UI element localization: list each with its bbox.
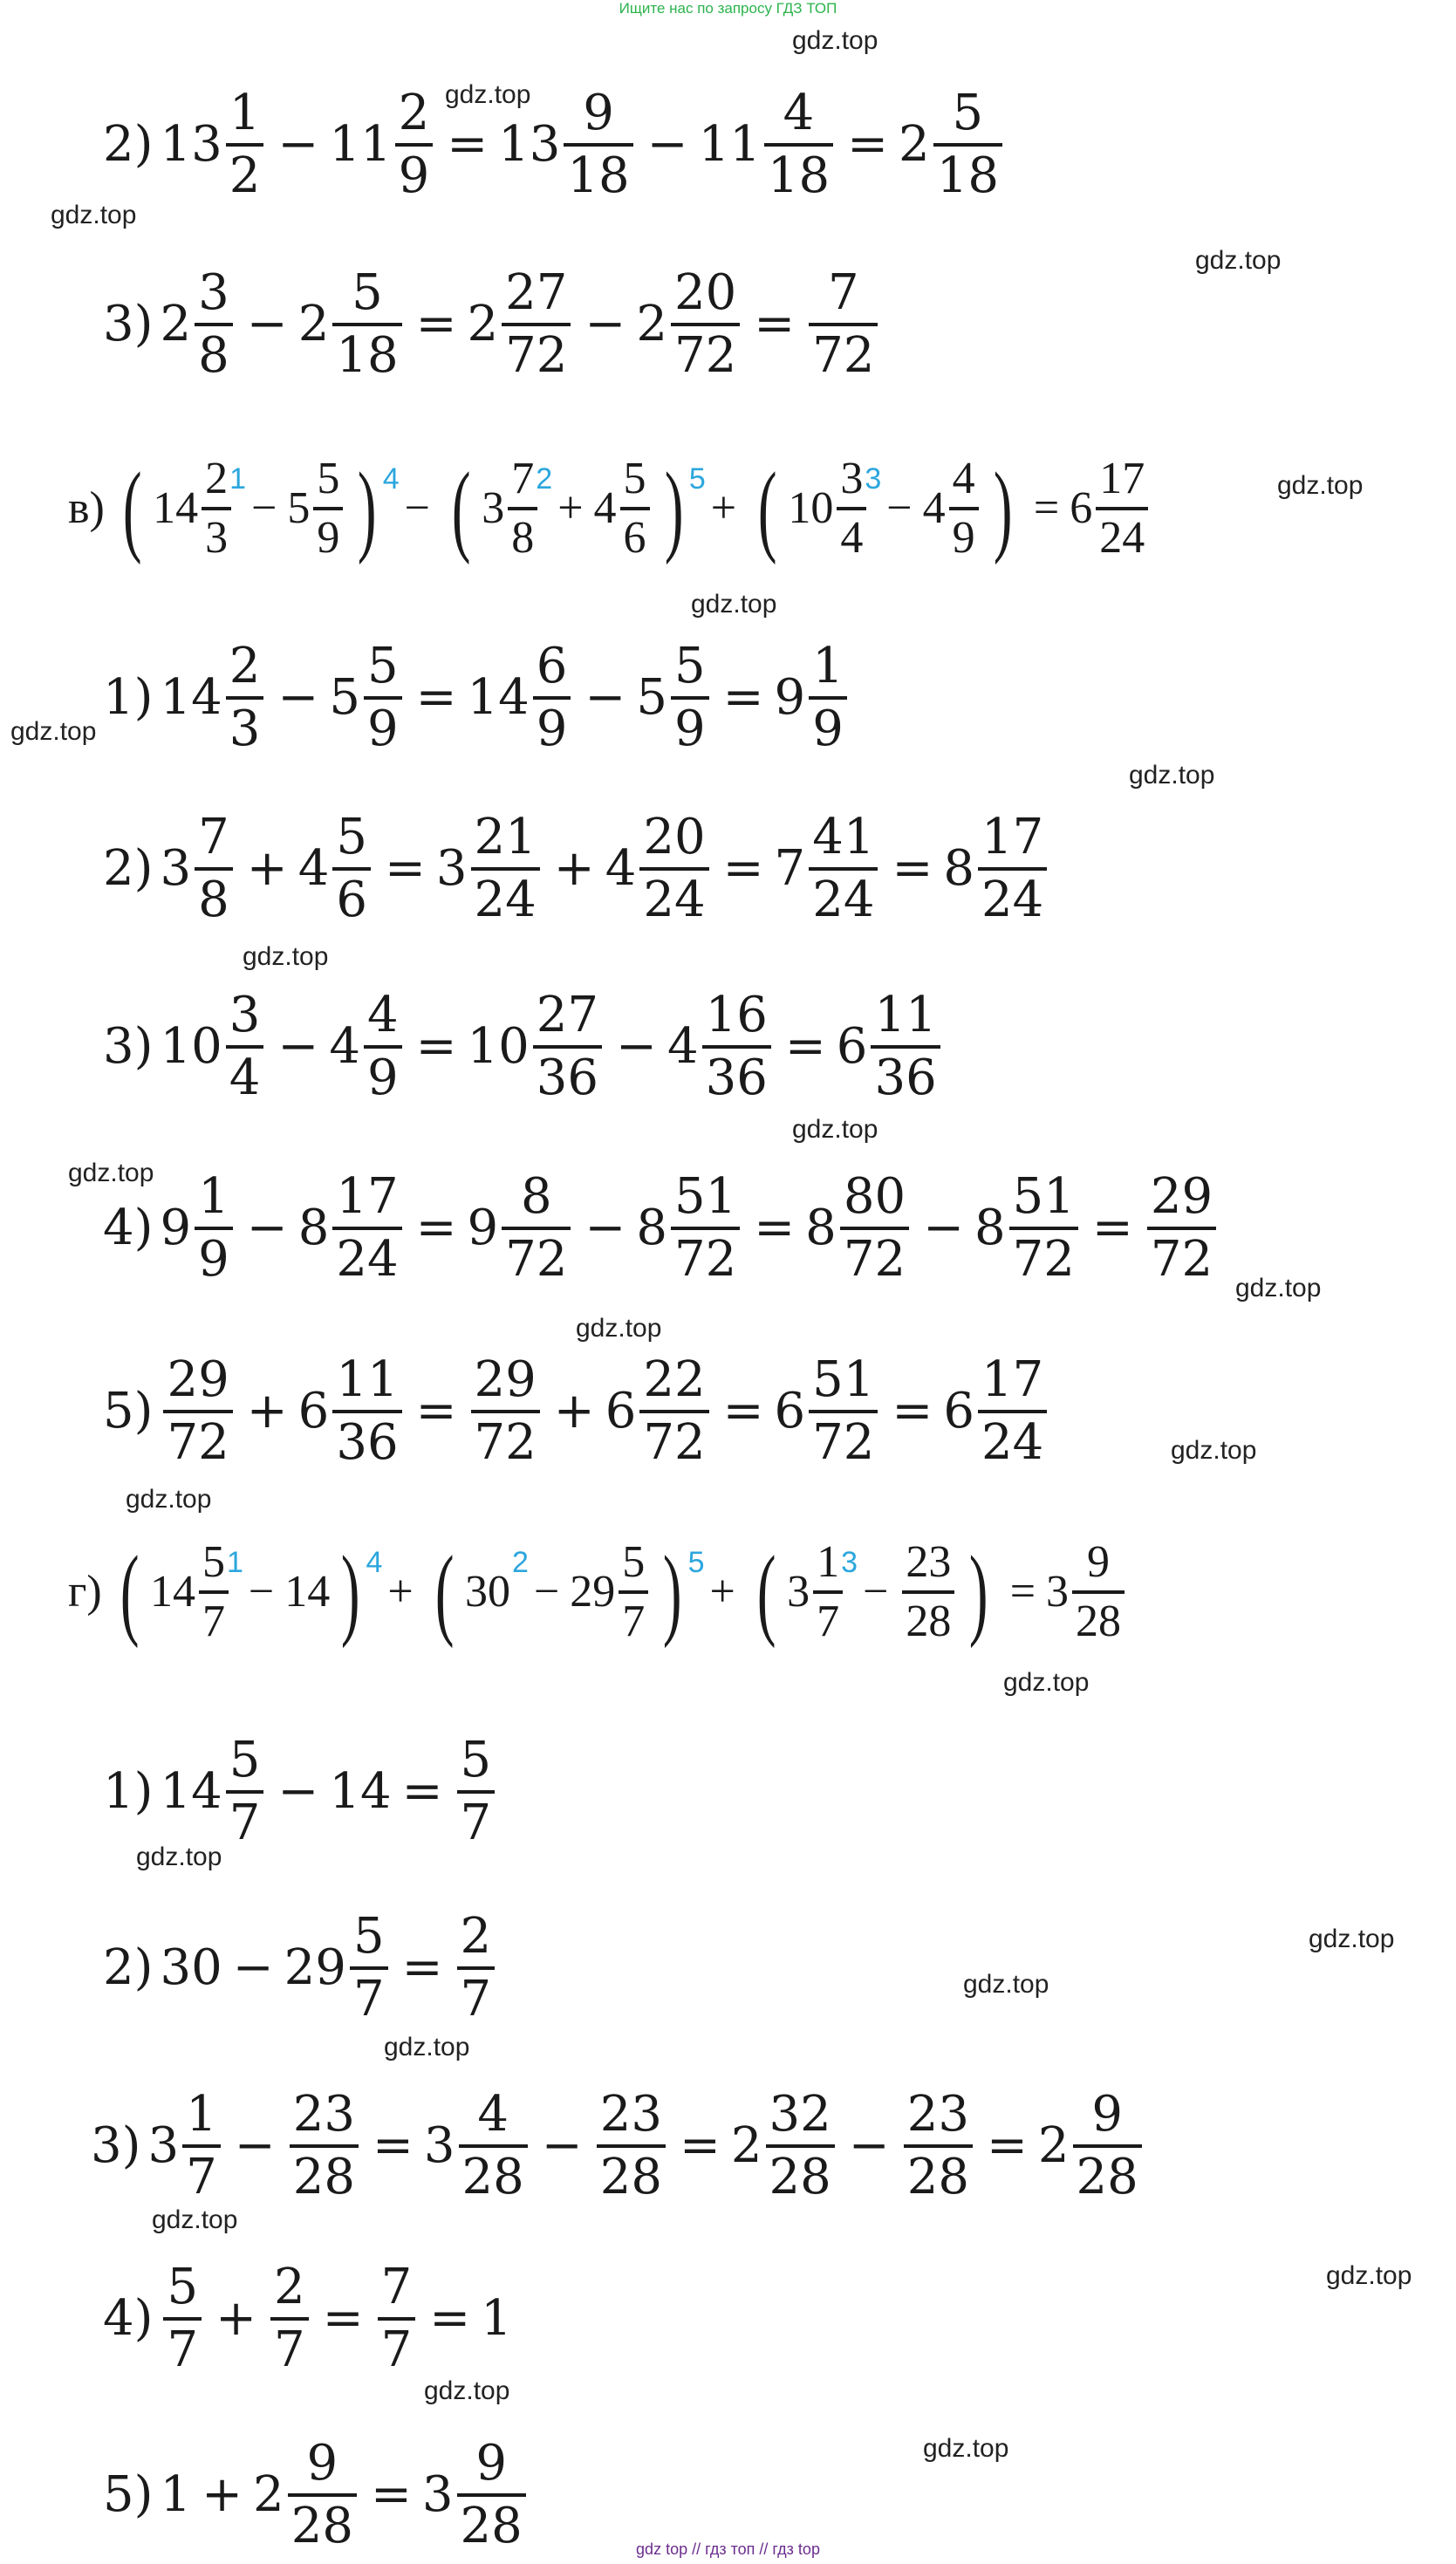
equation-line: 2) 3 $\frac{7}{8}$ + 4 $\frac{5}{6}$ = 3 $\frac{21}{24}$ + 4 $\frac{20}{24}$ = 7 $\frac{41}{24}$ = 8 $\frac{17}{24}$ xyxy=(103,808,1050,930)
search-banner: Ищите нас по запросу ГДЗ ТОП xyxy=(619,0,837,17)
equation-line: 3) 2 $\frac{3}{8}$ − 2 $\frac{5}{18}$ = 2 $\frac{27}{72}$ − 2 $\frac{20}{72}$ = $\frac{7}{72}$ xyxy=(103,263,881,386)
fraction: $\frac{5}{9}$ xyxy=(313,456,343,561)
fraction: $\frac{5}{9}$ xyxy=(364,642,402,754)
fraction: $\frac{3}{8}$ xyxy=(195,269,233,380)
step-number: 4 xyxy=(366,1546,383,1579)
fraction: $\frac{4}{28}$ xyxy=(459,2090,528,2202)
watermark: gdz.top xyxy=(576,1314,662,1343)
step-number: 1 xyxy=(226,1546,243,1579)
fraction: $\frac{7}{8}$ xyxy=(508,456,537,561)
step-label: 3) xyxy=(91,2117,141,2174)
fraction: $\frac{6}{9}$ xyxy=(533,642,571,754)
fraction: $\frac{29}{72}$ xyxy=(471,1356,540,1467)
equation-line: 4) 9 $\frac{1}{9}$ − 8 $\frac{17}{24}$ = 9 $\frac{8}{72}$ − 8 $\frac{51}{72}$ = 8 $\frac{80}{72}$ − 8 $\frac{51}{72}$ = $\frac{29}{72}$ xyxy=(103,1167,1220,1289)
equation-line: 5) 1 + 2 $\frac{9}{28}$ = 3 $\frac{9}{28}$ xyxy=(103,2434,530,2556)
watermark: gdz.top xyxy=(152,2205,238,2234)
fraction: $\frac{7}{8}$ xyxy=(195,813,233,925)
fraction: $\frac{1}{2}$ xyxy=(226,89,264,201)
watermark: gdz.top xyxy=(384,2033,470,2061)
fraction: $\frac{11}{36}$ xyxy=(332,1356,401,1467)
fraction: $\frac{17}{24}$ xyxy=(978,813,1047,925)
fraction: $\frac{29}{72}$ xyxy=(1147,1173,1216,1284)
watermark: gdz.top xyxy=(10,717,97,746)
step-label: 3) xyxy=(103,1018,154,1075)
watermark: gdz.top xyxy=(126,1485,212,1514)
fraction: $\frac{5}{7}$ xyxy=(226,1736,264,1848)
step-number: 3 xyxy=(865,462,882,496)
footer-links: gdz top // гдз топ // гдз top xyxy=(636,2540,820,2558)
fraction: $\frac{17}{24}$ xyxy=(1096,456,1148,561)
watermark: gdz.top xyxy=(1129,761,1215,790)
step-label: 4) xyxy=(103,1200,154,1256)
fraction: $\frac{9}{28}$ xyxy=(1072,1540,1124,1644)
step-label: 1) xyxy=(103,669,154,726)
fraction: $\frac{2}{3}$ xyxy=(226,642,264,754)
watermark: gdz.top xyxy=(1003,1668,1090,1697)
whole: 13 xyxy=(160,116,222,173)
fraction: $\frac{51}{72}$ xyxy=(809,1356,878,1467)
equation-line: 1) 14 $\frac{2}{3}$ − 5 $\frac{5}{9}$ = 14 $\frac{6}{9}$ − 5 $\frac{5}{9}$ = 9 $\frac{1}{9}$ xyxy=(103,637,851,759)
fraction: $\frac{9}{28}$ xyxy=(457,2439,526,2551)
fraction: $\frac{51}{72}$ xyxy=(671,1173,740,1284)
step-number: 2 xyxy=(512,1546,529,1579)
watermark: gdz.top xyxy=(1195,246,1282,275)
equation-line: 1) 14 $\frac{5}{7}$ − 14 = $\frac{5}{7}$ xyxy=(103,1731,498,1853)
watermark: gdz.top xyxy=(1309,1925,1395,1953)
watermark: gdz.top xyxy=(963,1970,1049,1999)
step-number: 3 xyxy=(841,1546,858,1579)
equation-line: 2) 30 − 29 $\frac{5}{7}$ = $\frac{2}{7}$ xyxy=(103,1907,498,2029)
problem-label: г) xyxy=(68,1567,102,1617)
fraction: $\frac{5}{18}$ xyxy=(332,269,401,380)
fraction: $\frac{1}{7}$ xyxy=(813,1540,843,1644)
equation-line: 3) 10 $\frac{3}{4}$ − 4 $\frac{4}{9}$ = 10 $\frac{27}{36}$ − 4 $\frac{16}{36}$ = 6 $\frac{11}{36}$ xyxy=(103,986,944,1108)
equation-line: 2) 13 $\frac{1}{2}$ − 11 $\frac{2}{9}$ = 13 $\frac{9}{18}$ − 11 $\frac{4}{18}$ = 2 $\frac{5}{18}$ xyxy=(103,84,1006,206)
fraction: $\frac{51}{72}$ xyxy=(1009,1173,1078,1284)
problem-g-expression: г) ( 14 $\frac{5}{7}$ 1 − 14 ) 4 + ( 30 2 − 29 $\frac{5}{7}$ ) 5 + ( 3 $\frac{1}{7}$ 3 − $\frac{23}{28}$ ) = 3 $\frac{9}{28}$ xyxy=(68,1527,1128,1658)
fraction: $\frac{23}{28}$ xyxy=(597,2090,666,2202)
fraction: $\frac{27}{72}$ xyxy=(502,269,571,380)
fraction: $\frac{1}{9}$ xyxy=(195,1173,233,1284)
fraction: $\frac{29}{72}$ xyxy=(163,1356,232,1467)
fraction: $\frac{20}{72}$ xyxy=(671,269,740,380)
fraction: $\frac{23}{28}$ xyxy=(904,2090,973,2202)
watermark: gdz.top xyxy=(51,201,137,229)
watermark: gdz.top xyxy=(792,26,878,55)
fraction: $\frac{4}{9}$ xyxy=(949,456,979,561)
watermark: gdz.top xyxy=(445,80,531,109)
fraction: $\frac{16}{36}$ xyxy=(702,991,771,1103)
fraction: $\frac{7}{72}$ xyxy=(809,269,878,380)
watermark: gdz.top xyxy=(1171,1436,1257,1465)
fraction: $\frac{5}{7}$ xyxy=(163,2263,202,2375)
fraction: $\frac{5}{7}$ xyxy=(457,1736,496,1848)
step-label: 3) xyxy=(103,296,154,352)
fraction: $\frac{23}{28}$ xyxy=(902,1540,954,1644)
fraction: $\frac{3}{4}$ xyxy=(837,456,866,561)
fraction: $\frac{5}{18}$ xyxy=(933,89,1002,201)
watermark: gdz.top xyxy=(1326,2261,1412,2290)
step-number: 5 xyxy=(687,1546,705,1579)
equation-line: 5) $\frac{29}{72}$ + 6 $\frac{11}{36}$ = $\frac{29}{72}$ + 6 $\frac{22}{72}$ = 6 $\frac{51}{72}$ = 6 $\frac{17}{24}$ xyxy=(103,1350,1050,1473)
fraction: $\frac{3}{4}$ xyxy=(226,991,264,1103)
fraction: $\frac{2}{7}$ xyxy=(270,2263,309,2375)
fraction: $\frac{5}{7}$ xyxy=(199,1540,229,1644)
fraction: $\frac{20}{24}$ xyxy=(639,813,708,925)
equation-line: 3) 3 $\frac{1}{7}$ − $\frac{23}{28}$ = 3 $\frac{4}{28}$ − $\frac{23}{28}$ = 2 $\frac{32}{28}$ − $\frac{23}{28}$ = 2 $\frac{9}{28}$ xyxy=(91,2085,1145,2207)
fraction: $\frac{22}{72}$ xyxy=(639,1356,708,1467)
fraction: $\frac{7}{7}$ xyxy=(378,2263,416,2375)
step-label: 2) xyxy=(103,1939,154,1996)
watermark: gdz.top xyxy=(1277,471,1364,500)
watermark: gdz.top xyxy=(792,1115,878,1144)
watermark: gdz.top xyxy=(691,590,777,619)
watermark: gdz.top xyxy=(136,1843,222,1871)
fraction: $\frac{5}{9}$ xyxy=(671,642,709,754)
fraction: $\frac{17}{24}$ xyxy=(332,1173,401,1284)
fraction: $\frac{5}{6}$ xyxy=(620,456,650,561)
problem-v-expression: в) ( 14 $\frac{2}{3}$ 1 − 5 $\frac{5}{9}$ ) 4 − ( 3 $\frac{7}{8}$ 2 + 4 $\frac{5}{6}$ ) 5 + ( 10 $\frac{3}{4}$ 3 − 4 $\frac{4}{9}$ ) = 6 $\frac{17}{24}$ xyxy=(68,443,1152,574)
fraction: $\frac{8}{72}$ xyxy=(502,1173,571,1284)
watermark: gdz.top xyxy=(424,2376,510,2405)
fraction: $\frac{32}{28}$ xyxy=(766,2090,835,2202)
fraction: $\frac{80}{72}$ xyxy=(840,1173,909,1284)
fraction: $\frac{9}{28}$ xyxy=(288,2439,357,2551)
fraction: $\frac{4}{9}$ xyxy=(364,991,402,1103)
fraction: $\frac{4}{18}$ xyxy=(764,89,833,201)
step-label: 1) xyxy=(103,1763,154,1820)
step-label: 2) xyxy=(103,116,154,173)
watermark: gdz.top xyxy=(1235,1274,1322,1303)
step-label: 5) xyxy=(103,2466,154,2523)
fraction: $\frac{27}{36}$ xyxy=(533,991,602,1103)
fraction: $\frac{9}{28}$ xyxy=(1073,2090,1142,2202)
step-label: 2) xyxy=(103,840,154,897)
step-number: 4 xyxy=(382,462,400,496)
fraction: $\frac{2}{9}$ xyxy=(395,89,434,201)
fraction: $\frac{1}{7}$ xyxy=(182,2090,221,2202)
fraction: $\frac{9}{18}$ xyxy=(564,89,632,201)
equation-line: 4) $\frac{5}{7}$ + $\frac{2}{7}$ = $\frac{7}{7}$ = 1 xyxy=(103,2259,512,2378)
fraction: $\frac{17}{24}$ xyxy=(978,1356,1047,1467)
fraction: $\frac{2}{3}$ xyxy=(202,456,231,561)
fraction: $\frac{5}{7}$ xyxy=(350,1912,388,2024)
watermark: gdz.top xyxy=(68,1159,154,1187)
fraction: $\frac{5}{6}$ xyxy=(332,813,371,925)
problem-label: в) xyxy=(68,483,105,533)
step-label: 5) xyxy=(103,1383,154,1439)
watermark: gdz.top xyxy=(923,2434,1009,2463)
fraction: $\frac{41}{24}$ xyxy=(809,813,878,925)
step-label: 4) xyxy=(103,2290,154,2347)
fraction: $\frac{5}{7}$ xyxy=(619,1540,648,1644)
fraction: $\frac{11}{36}$ xyxy=(871,991,940,1103)
fraction: $\frac{2}{7}$ xyxy=(457,1912,496,2024)
fraction: $\frac{23}{28}$ xyxy=(290,2090,359,2202)
fraction: $\frac{21}{24}$ xyxy=(471,813,540,925)
watermark: gdz.top xyxy=(243,942,329,971)
step-number: 2 xyxy=(536,462,553,496)
step-number: 1 xyxy=(229,462,247,496)
step-number: 5 xyxy=(688,462,706,496)
fraction: $\frac{1}{9}$ xyxy=(809,642,847,754)
